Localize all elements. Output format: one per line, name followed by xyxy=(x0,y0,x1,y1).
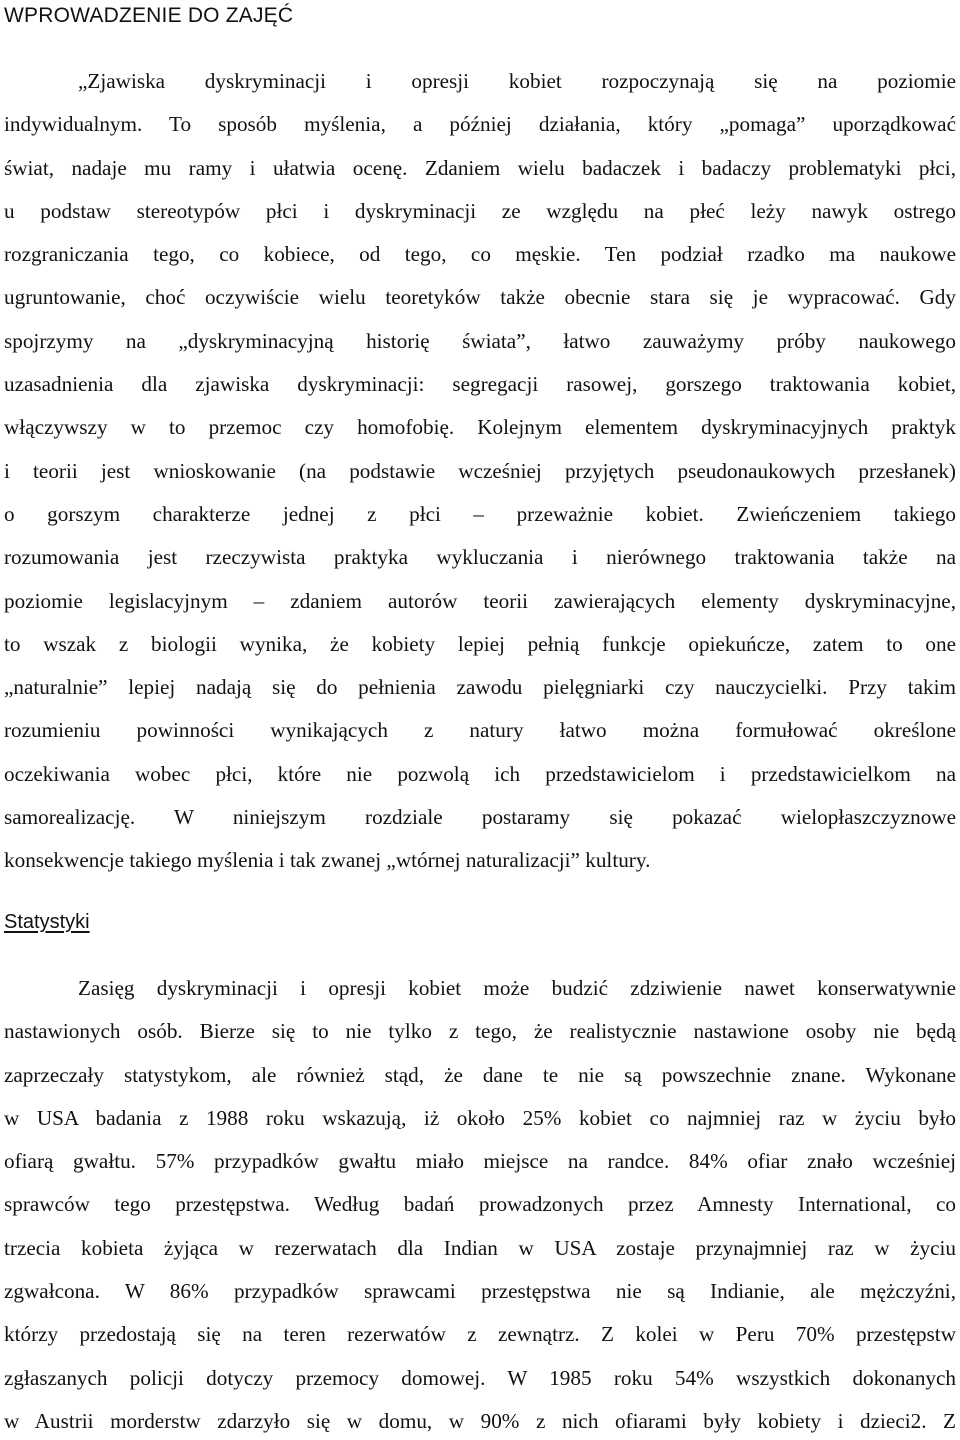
text-line: rozumieniu powinności wynikających z natury łatwo można formułować określone xyxy=(4,718,956,743)
section-title: Statystyki xyxy=(4,911,90,933)
statistics-paragraph xyxy=(4,967,956,1440)
text-line: zgłaszanych policji dotyczy przemocy domowej. W 1985 roku 54% wszystkich dokonanych xyxy=(4,1365,956,1390)
text-line: spojrzymy na „dyskryminacyjną historię świata”, łatwo zauważymy próby naukowego xyxy=(4,328,956,353)
text-line: to wszak z biologii wynika, że kobiety lepiej pełnią funkcje opiekuńcze, zatem to one xyxy=(4,631,956,656)
text-line: indywidualnym. To sposób myślenia, a później działania, który „pomaga” uporządkować xyxy=(4,112,956,137)
text-line: nastawionych osób. Bierze się to nie tylko z tego, że realistycznie nastawione osoby nie będą xyxy=(4,1019,956,1044)
text-line: świat, nadaje mu ramy i ułatwia ocenę. Zdaniem wielu badaczek i badaczy problematyki płci, xyxy=(4,155,956,180)
text-line: uzasadnienia dla zjawiska dyskryminacji: segregacji rasowej, gorszego traktowania kobiet, xyxy=(4,372,956,397)
document-heading: WPROWADZENIE DO ZAJĘĆ xyxy=(4,4,294,27)
text-line: konsekwencje takiego myślenia i tak zwanej „wtórnej naturalizacji” kultury. xyxy=(4,848,651,873)
text-line: „naturalnie” lepiej nadają się do pełnienia zawodu pielęgniarki czy nauczycielki. Przy takim xyxy=(4,675,956,700)
text-line: zaprzeczały statystykom, ale również stąd, że dane te nie są powszechnie znane. Wykonane xyxy=(4,1062,956,1087)
text-line: oczekiwania wobec płci, które nie pozwolą ich przedstawicielom i przedstawicielkom na xyxy=(4,761,956,786)
text-line: o gorszym charakterze jednej z płci – przeważnie kobiet. Zwieńczeniem takiego xyxy=(4,501,956,526)
text-line: którzy przedostają się na teren rezerwatów z zewnątrz. Z kolei w Peru 70% przestępstw xyxy=(4,1322,956,1347)
text-line: rozumowania jest rzeczywista praktyka wykluczania i nierównego traktowania także na xyxy=(4,545,956,570)
text-line: trzecia kobieta żyjąca w rezerwatach dla Indian w USA zostaje przynajmniej raz w życiu xyxy=(4,1235,956,1260)
text-line: „Zjawiska dyskryminacji i opresji kobiet rozpoczynają się na poziomie xyxy=(78,69,956,93)
text-line: poziomie legislacyjnym – zdaniem autorów teorii zawierających elementy dyskryminacyjne, xyxy=(4,588,956,613)
text-line: ofiarą gwałtu. 57% przypadków gwałtu miało miejsce na randce. 84% ofiar znało wcześniej xyxy=(4,1149,956,1174)
text-line: sprawców tego przestępstwa. Według badań prowadzonych przez Amnesty International, co xyxy=(4,1192,956,1217)
text-line: włączywszy w to przemoc czy homofobię. Kolejnym elementem dyskryminacyjnych praktyk xyxy=(4,415,956,440)
text-line: i teorii jest wnioskowanie (na podstawie wcześniej przyjętych pseudonaukowych przesłanek) xyxy=(4,458,956,483)
text-line: w USA badania z 1988 roku wskazują, iż około 25% kobiet co najmniej raz w życiu było xyxy=(4,1105,956,1130)
text-line: Zasięg dyskryminacji i opresji kobiet może budzić zdziwienie nawet konserwatywnie xyxy=(78,976,956,1000)
text-line: w Austrii morderstw zdarzyło się w domu, w 90% z nich ofiarami były kobiety i dzieci2. Z xyxy=(4,1408,956,1433)
text-line: zgwałcona. W 86% przypadków sprawcami przestępstwa nie są Indianie, ale mężczyźni, xyxy=(4,1279,956,1304)
intro-paragraph xyxy=(4,60,956,883)
text-line: rozgraniczania tego, co kobiece, od tego, co męskie. Ten podział rzadko ma naukowe xyxy=(4,242,956,267)
text-line: ugruntowanie, choć oczywiście wielu teoretyków także obecnie stara się je wypracować. Gdy xyxy=(4,285,956,310)
text-line: samorealizację. W niniejszym rozdziale postaramy się pokazać wielopłaszczyznowe xyxy=(4,805,956,830)
text-line: u podstaw stereotypów płci i dyskryminacji ze względu na płeć leży nawyk ostrego xyxy=(4,198,956,223)
